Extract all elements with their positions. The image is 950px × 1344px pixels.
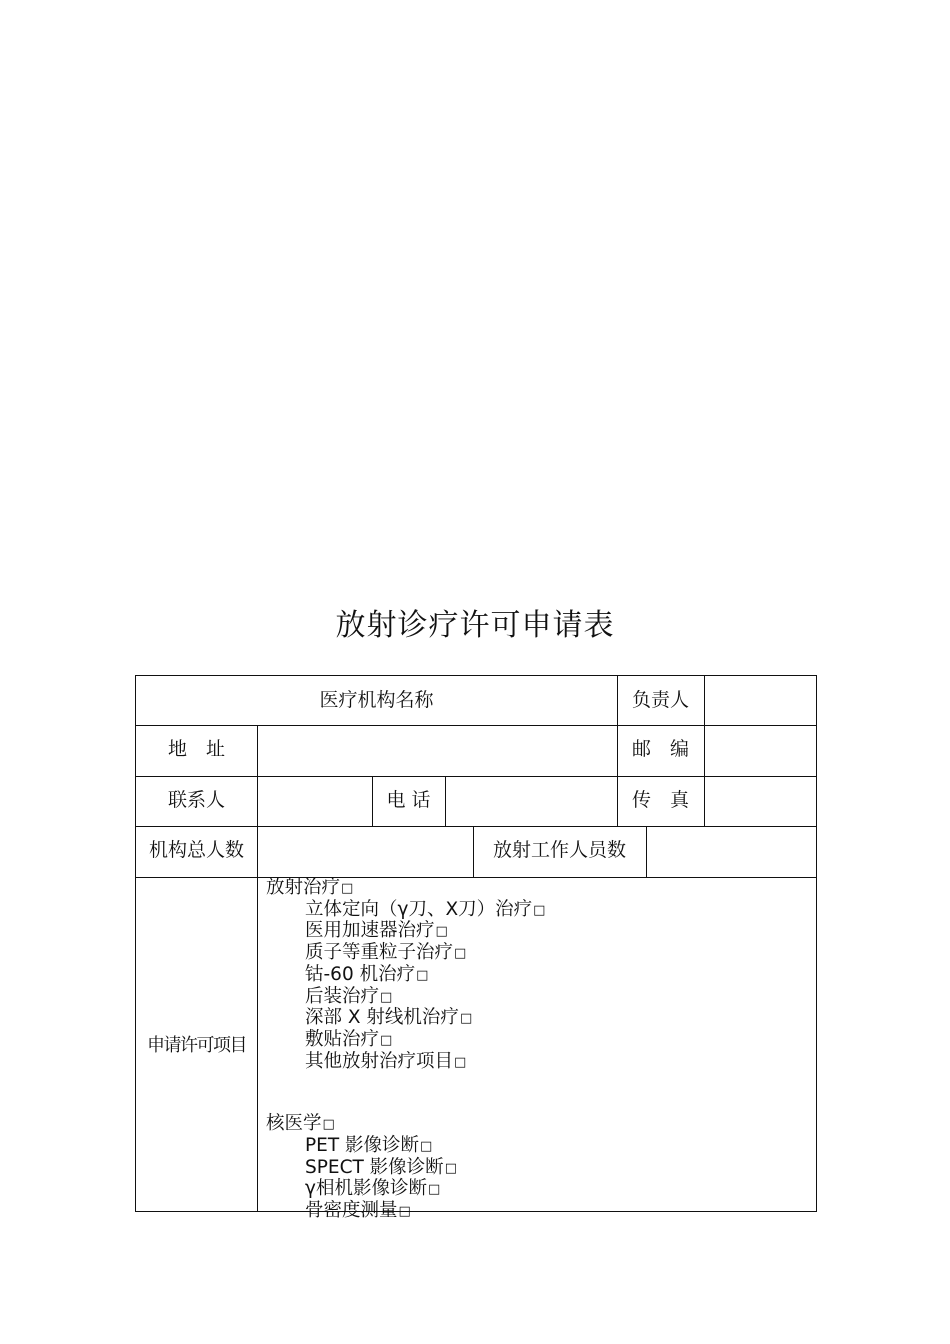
list-item: PET 影像诊断□ xyxy=(305,1135,433,1157)
total-staff-label: 机构总人数 xyxy=(148,839,244,861)
fax-label: 传 真 xyxy=(631,789,689,811)
category-nuclear-medicine: 核医学□ xyxy=(266,1113,335,1135)
phone-label: 电 话 xyxy=(386,789,431,811)
list-item: 立体定向（γ刀、X刀）治疗□ xyxy=(305,898,546,920)
radiotherapy-checkbox[interactable]: □ xyxy=(341,881,354,896)
list-item: 敷贴治疗□ xyxy=(305,1028,393,1050)
apply-items-label: 申请许可项目 xyxy=(147,1035,246,1056)
nuclear-medicine-checkbox[interactable]: □ xyxy=(322,1117,335,1133)
item-checkbox[interactable]: □ xyxy=(380,1032,393,1048)
list-item: 骨密度测量□ xyxy=(305,1200,411,1222)
item-checkbox[interactable]: □ xyxy=(435,924,448,940)
list-item: 钴-60 机治疗□ xyxy=(305,963,429,985)
spacer xyxy=(266,1073,545,1114)
item-checkbox[interactable]: □ xyxy=(454,946,467,962)
item-checkbox[interactable]: □ xyxy=(427,1182,441,1198)
postcode-field[interactable] xyxy=(704,725,816,776)
total-staff-field[interactable] xyxy=(257,826,473,877)
item-checkbox[interactable]: □ xyxy=(444,1160,457,1176)
list-item: SPECT 影像诊断□ xyxy=(305,1156,457,1178)
address-label: 地 址 xyxy=(167,738,225,760)
list-item: 质子等重粒子治疗□ xyxy=(305,942,467,964)
radiation-staff-label: 放射工作人员数 xyxy=(492,839,626,861)
item-checkbox[interactable]: □ xyxy=(398,1204,411,1220)
contact-field[interactable] xyxy=(257,776,372,826)
phone-field[interactable] xyxy=(445,776,617,826)
application-form-table xyxy=(135,675,817,1222)
item-checkbox[interactable]: □ xyxy=(454,1054,467,1070)
item-checkbox[interactable]: □ xyxy=(380,989,393,1005)
person-in-charge-label: 负责人 xyxy=(631,689,689,711)
person-in-charge-field[interactable] xyxy=(704,676,816,725)
item-checkbox[interactable]: □ xyxy=(459,1011,473,1027)
contact-label: 联系人 xyxy=(167,789,225,811)
apply-items-list xyxy=(266,878,545,1223)
postcode-label: 邮 编 xyxy=(631,738,689,760)
list-item: 深部 X 射线机治疗□ xyxy=(305,1007,473,1029)
category-radiotherapy: 放射治疗□ xyxy=(266,877,354,898)
fax-field[interactable] xyxy=(704,776,816,826)
radiation-staff-field[interactable] xyxy=(646,826,816,877)
list-item: 其他放射治疗项目□ xyxy=(305,1050,467,1072)
form-title: 放射诊疗许可申请表 xyxy=(335,608,615,643)
list-item: 医用加速器治疗□ xyxy=(305,920,448,942)
list-item: γ相机影像诊断□ xyxy=(305,1178,441,1200)
item-checkbox[interactable]: □ xyxy=(416,967,429,983)
address-field[interactable] xyxy=(257,725,617,776)
institution-name-label: 医疗机构名称 xyxy=(319,689,434,711)
list-item: 后装治疗□ xyxy=(305,985,393,1007)
item-checkbox[interactable]: □ xyxy=(420,1139,433,1155)
item-checkbox[interactable]: □ xyxy=(533,902,546,918)
